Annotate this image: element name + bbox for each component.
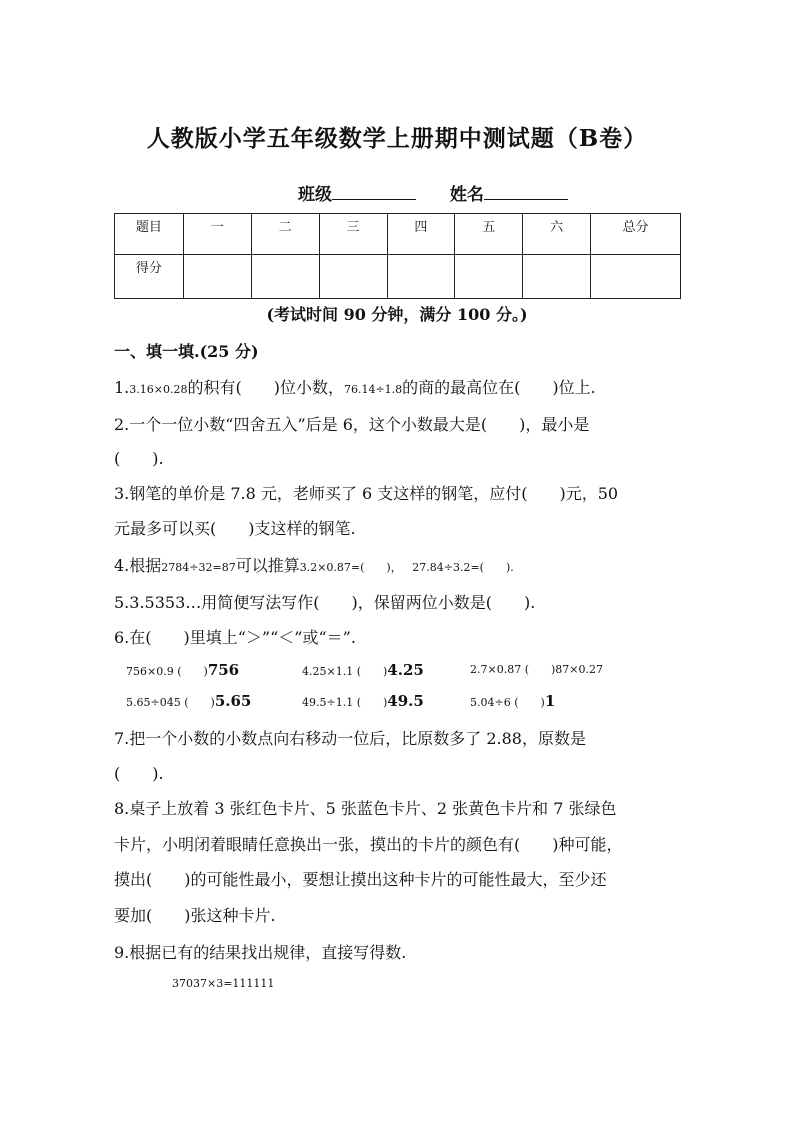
header-cell: 二 [251,214,319,255]
score-cell[interactable] [183,255,251,299]
score-cell[interactable] [523,255,591,299]
question-8-line-1: 8.桌子上放着 3 张红色卡片、5 张蓝色卡片、2 张黄色卡片和 7 张绿色 [114,799,617,818]
question-7-line-1: 7.把一个小数的小数点向右移动一位后，比原数多了 2.88，原数是 [114,729,586,748]
name-label: 姓名 [449,185,484,205]
header-cell: 五 [455,214,523,255]
compare-item: 5.04÷6 ( )1 [470,692,556,710]
q4-text: 4.根据 [114,556,162,575]
header-cell: 一 [183,214,251,255]
score-table [114,213,681,299]
q9-equation: 37037×3=111111 [172,977,275,990]
score-cell[interactable] [591,255,681,299]
q1-text: 的积有( )位小数， [187,378,344,397]
compare-item: 49.5÷1.1 ( )49.5 [302,692,424,710]
q1-expr: 3.16×0.28 [129,383,188,396]
question-2-line-2: ( ). [114,449,164,468]
header-cell: 四 [387,214,455,255]
question-3-line-2: 元最多可以买( )支这样的钢笔. [114,519,356,538]
score-cell[interactable] [455,255,523,299]
exam-note: (考试时间 90 分钟，满分 100 分。) [266,305,528,324]
score-cell[interactable] [387,255,455,299]
question-3-line-1: 3.钢笔的单价是 7.8 元，老师买了 6 支这样的钢笔，应付( )元，50 [114,484,619,503]
name-blank[interactable] [484,184,568,200]
header-cell: 六 [523,214,591,255]
q1-text2: 的商的最高位在( )位上. [402,378,596,397]
score-cell[interactable] [319,255,387,299]
question-1 [114,375,684,398]
header-cell: 总分 [591,214,681,255]
compare-item: 4.25×1.1 ( )4.25 [302,661,424,679]
question-4 [114,553,684,576]
question-8-line-4: 要加( )张这种卡片. [114,906,276,925]
compare-blank[interactable]: ( ) [356,696,388,709]
question-2-line-1: 2.一个一位小数“四舍五入”后是 6，这个小数最大是( )，最小是 [114,415,590,434]
class-label: 班级 [298,185,332,205]
compare-item: 2.7×0.87 ( )87×0.27 [470,663,604,676]
compare-blank[interactable]: ( ) [184,696,215,709]
q4-text2: 可以推算 [235,556,300,575]
score-cell[interactable] [251,255,319,299]
compare-blank[interactable]: ( ) [514,696,545,709]
section-heading: 一、填一填.(25 分) [114,342,259,361]
compare-item: 756×0.9 ( )756 [126,661,240,679]
class-blank[interactable] [332,184,416,200]
question-9: 9.根据已有的结果找出规律，直接写得数. [114,943,407,962]
score-row-label: 得分 [115,255,184,299]
compare-blank[interactable]: ( ) [177,665,208,678]
header-cell: 三 [319,214,387,255]
q1-number: 1. [114,378,130,397]
header-cell: 题目 [115,214,184,255]
question-5: 5.3.5353…用简便写法写作( )，保留两位小数是( ). [114,593,536,612]
q4-expr: 2784÷32=87 [161,561,236,574]
question-7-line-2: ( ). [114,764,164,783]
question-6: 6.在( )里填上“＞”“＜”或“＝”. [114,628,356,647]
q4-expr3: 27.84÷3.2=( ). [412,561,514,574]
compare-blank[interactable]: ( ) [524,663,556,676]
question-8-line-2: 卡片，小明闭着眼睛任意换出一张，摸出的卡片的颜色有( )种可能， [114,835,623,854]
page-title: 人教版小学五年级数学上册期中测试题（B卷） [146,125,648,152]
question-8-line-3: 摸出( )的可能性最小，要想让摸出这种卡片的可能性最大，至少还 [114,870,607,889]
q1-expr2: 76.14÷1.8 [343,383,403,396]
compare-item: 5.65÷045 ( )5.65 [126,692,252,710]
compare-blank[interactable]: ( ) [356,665,388,678]
student-info [298,180,568,205]
q4-expr2: 3.2×0.87=( )， [299,561,397,574]
